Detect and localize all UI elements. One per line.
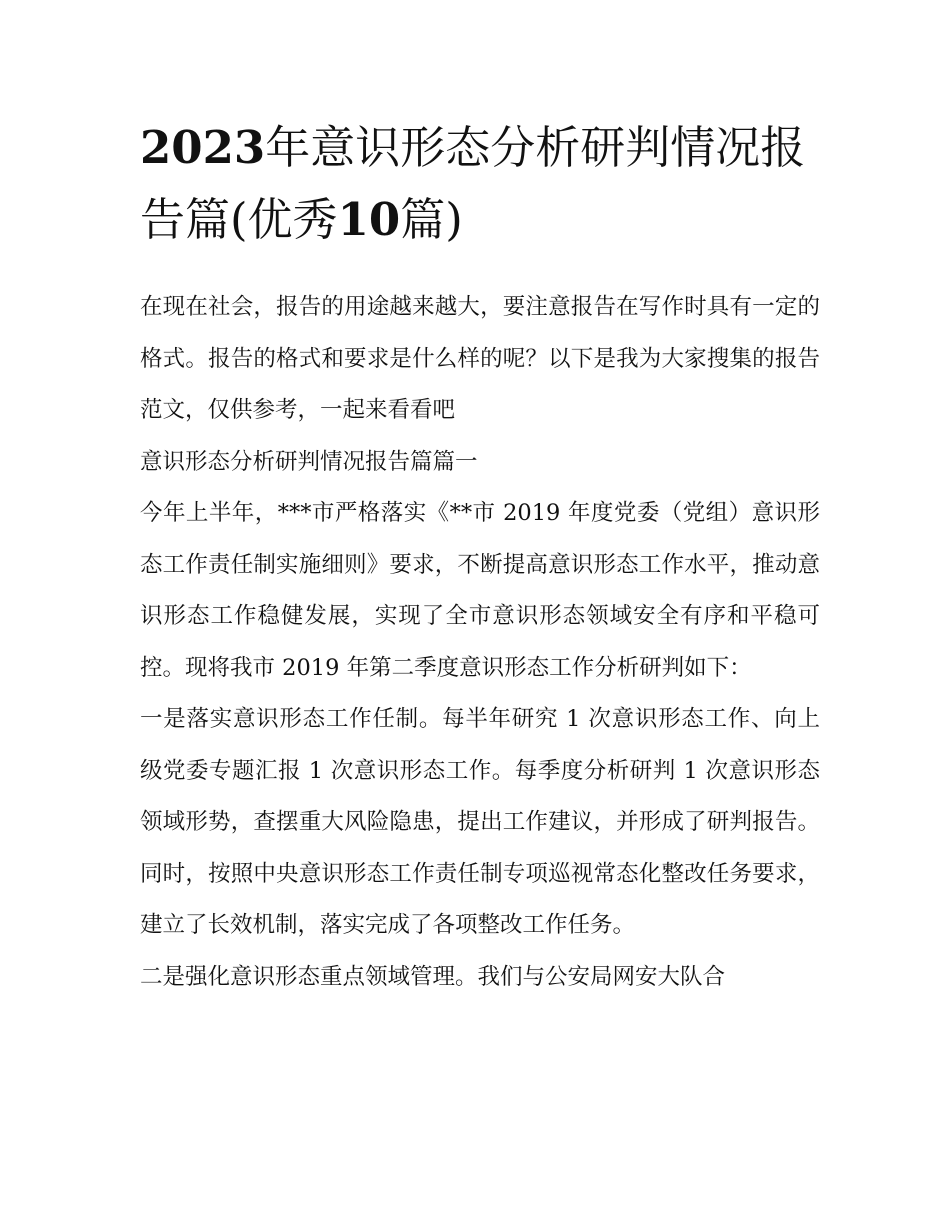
title-text-part2: 篇) <box>400 193 463 246</box>
body-paragraph: 一是落实意识形态工作任制。每半年研究 1 次意识形态工作、向上级党委专题汇报 1 次意识形态工作。每季度分析研判 1 次意识形态领域形势，查摆重大风险隐患，提出工作建议，并形成了研判报告。同时，按照中央意识形态工作责任制专项巡视常态化整改任务要求，建立了长效机制，落实完成了各项整改工作任务。 <box>140 706 820 938</box>
document-page <box>140 112 820 1003</box>
body-paragraph: 二是强化意识形态重点领域管理。我们与公安局网安大队合 <box>140 963 726 990</box>
title-count: 10 <box>337 193 401 246</box>
title-text-part1: 年意识形态分析研判情况报告篇(优秀 <box>140 121 806 246</box>
title-year: 2023 <box>140 121 266 174</box>
document-body <box>140 282 820 1003</box>
body-paragraph: 今年上半年，***市严格落实《**市 2019 年度党委（党组）意识形态工作责任制实施细则》要求，不断提高意识形态工作水平，推动意识形态工作稳健发展，实现了全市意识形态领域安全有序和平稳可控。现将我市 2019 年第二季度意识形态工作分析研判如下： <box>140 500 820 681</box>
intro-paragraph: 在现在社会，报告的用途越来越大，要注意报告在写作时具有一定的格式。报告的格式和要求是什么样的呢？以下是我为大家搜集的报告范文，仅供参考，一起来看看吧 <box>140 294 820 423</box>
document-title <box>140 112 820 256</box>
section-heading: 意识形态分析研判情况报告篇篇一 <box>140 448 478 475</box>
